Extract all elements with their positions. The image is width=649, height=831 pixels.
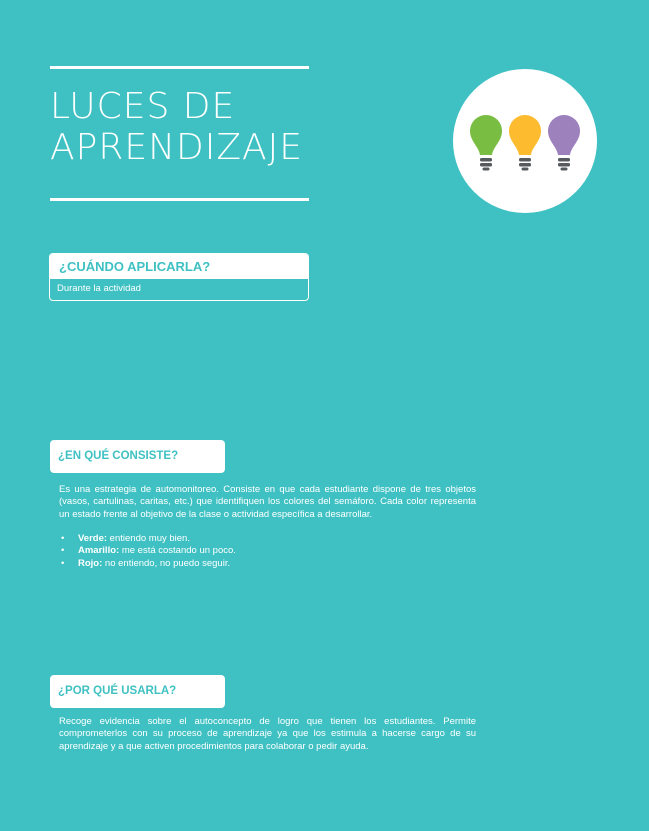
list-item-desc: me está costando un poco.: [119, 545, 236, 557]
list-item: [59, 533, 236, 545]
why-paragraph: Recoge evidencia sobre el autoconcepto de logro que tienen los estudiantes. Permite comprometerlos con su proceso de aprendizaje ya que los estimula a hacerse cargo de su aprendizaje y a que activen procedimientos para colaborar o pedir ayuda.: [59, 716, 476, 752]
yellow-bulb: [509, 115, 541, 171]
purple-bulb: [548, 115, 580, 171]
color-list: [59, 533, 236, 570]
page-title: [50, 86, 350, 168]
list-item: [59, 558, 236, 570]
title-rule-top: [50, 66, 309, 69]
when-heading: ¿CUÁNDO APLICARLA?: [50, 254, 308, 279]
when-text: Durante la actividad: [57, 283, 141, 294]
title-rule-bottom: [50, 198, 309, 201]
page-title-line-1: LUCES DE: [50, 86, 236, 127]
list-item-term: Verde:: [78, 533, 108, 544]
what-heading: ¿EN QUÉ CONSISTE?: [50, 440, 225, 473]
lightbulbs-icon: [453, 69, 597, 213]
green-bulb: [470, 115, 502, 171]
list-item: [59, 545, 236, 557]
why-heading: ¿POR QUÉ USARLA?: [50, 675, 225, 708]
when-card: [49, 253, 309, 301]
list-item-desc: no entiendo, no puedo seguir.: [102, 557, 231, 569]
list-item-desc: entiendo muy bien.: [107, 533, 190, 544]
list-item-term: Amarillo:: [78, 545, 120, 557]
list-item-term: Rojo:: [78, 557, 103, 569]
what-paragraph: Es una estrategia de automonitoreo. Consiste en que cada estudiante dispone de tres objetos (vasos, cartulinas, caritas, etc.) que identifiquen los colores del semáforo. Cada color representa un estado frente al objetivo de la clase o actividad específica a desarrollar.: [59, 484, 476, 520]
page-title-line-2: APRENDIZAJE: [50, 127, 304, 168]
